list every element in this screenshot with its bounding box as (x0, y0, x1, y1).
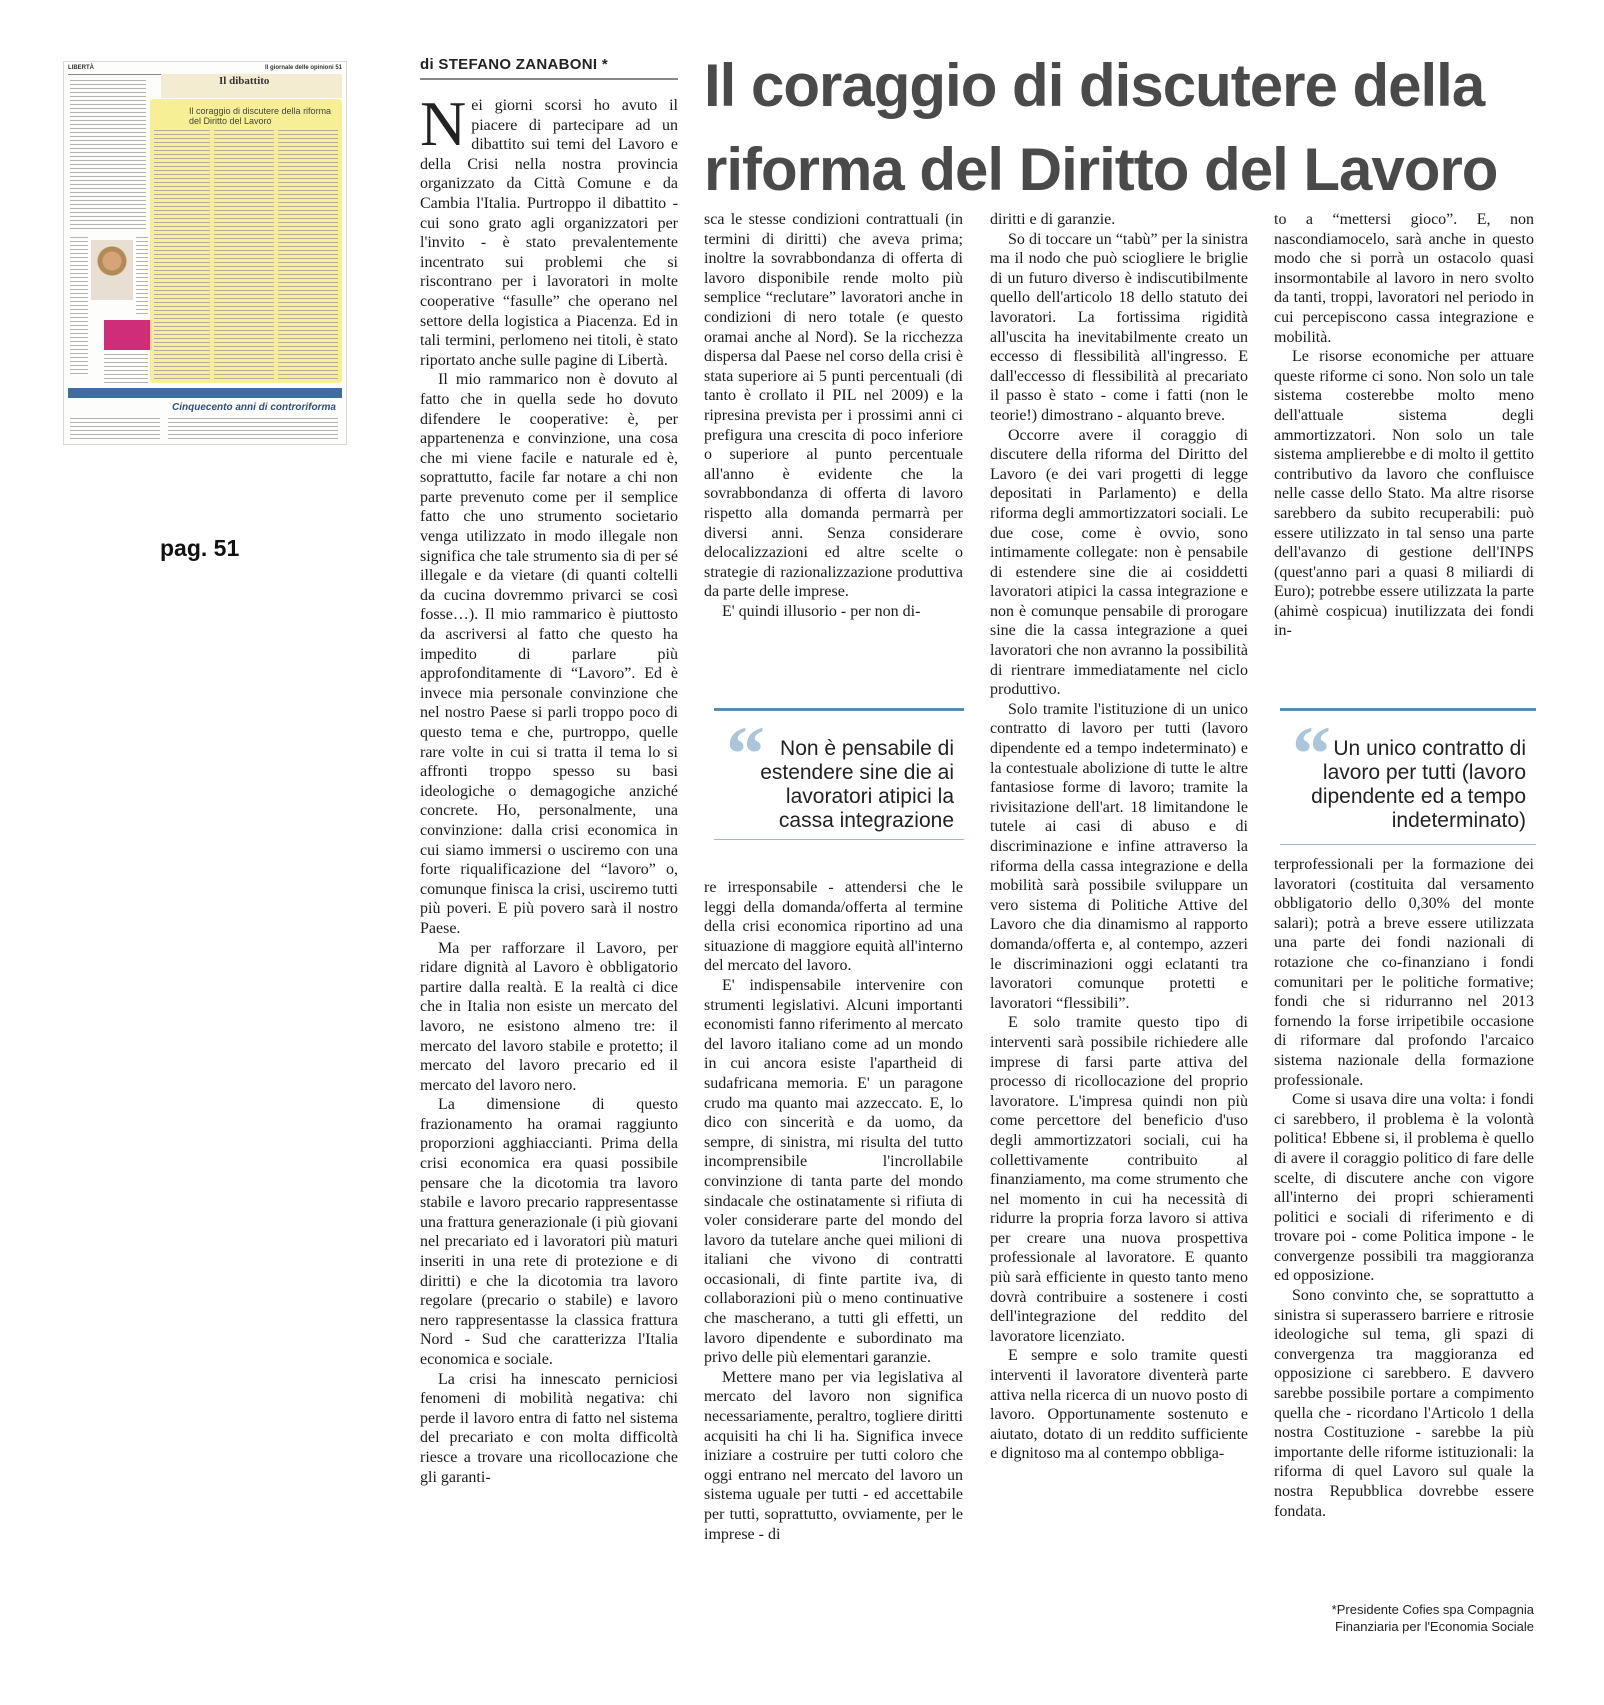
thumbnail-text-block (154, 130, 210, 380)
article-column-2-top (704, 210, 963, 621)
thumbnail-text-block (70, 80, 146, 230)
paragraph: re irresponsabile - attendersi che le leggi della domanda/offerta al termine della crisi economica riportino ad una situazione di maggiore equità all'interno del mercato del lavoro. (704, 879, 963, 975)
pull-quote-text: Non è pensabile di estendere sine die ai lavoratori atipici la cassa integrazione (760, 737, 954, 832)
article-column-4-top (1274, 210, 1534, 641)
paragraph: Occorre avere il coraggio di discutere della riforma del Diritto del Lavoro (e dei vari progetti di legge depositati in Parlamento) e della riforma degli ammortizzatori sociali. Le due cose, come è ovvio, sono intimamente collegate: non è pensabile di estendere sine die ai cosiddetti lavoratori atipici la cassa integrazione e non è comunque pensabile di prorogare sine die la cassa integrazione a quei lavoratori che non avranno la possibilità di rientrare immediatamente nel ciclo produttivo. (990, 426, 1248, 699)
pull-quote (1280, 708, 1536, 845)
article-column-1 (420, 88, 678, 1487)
paragraph: E solo tramite questo tipo di interventi sarà possibile richiedere alle imprese di farsi parte attiva del processo di ricollocazione del proprio lavoratore. L'impresa quindi non più come percettore del beneficio d'uso degli ammortizzatori sociali, cui ha collettivamente contribuito al finanziamento, ma come strumento che nel momento in cui ha necessità di ridurre la propria forza lavoro si attiva per creare una nuova prospettiva professionale al lavoratore. E quanto più sarà efficiente in questo tanto meno dovrà contribuire a sostenere i costi dell'integrazione del reddito del lavoratore licenziato. (990, 1014, 1248, 1345)
thumbnail-text-block (168, 418, 338, 442)
paragraph: E' quindi illusorio - per non di- (722, 602, 921, 620)
paragraph: Il mio rammarico non è dovuto al fatto che in quella sede ho dovuto difendere le cooperative: è, per appartenenza e convinzione, una cosa che mi viene facile e naturale ed è, soprattutto, facile far notare a chi non parte prevenuto come per il semplice fatto che uno strumento societario venga utilizzato in modo illegale non significa che tale strumento sia di per sé illegale e da vietare (di quanti coltelli da cucina dovremmo privarci se così fosse…). Il mio rammarico è piuttosto da ascriversi al fatto che questo ha impedito di parlare più approfonditamente di “Lavoro”. Ed è invece mia personale convinzione che nel nostro Paese si parli troppo poco di questo tema e che, purtroppo, quelle rare volte in cui si tratta il tema lo si affronti troppo spesso su basi ideologiche o demagogiche anziché concrete. Ho, personalmente, una convinzione: dalla crisi economica in cui siamo immersi o usciremo con una forte riqualificazione del “lavoro” o, comunque finisca la crisi, usciremo tutti più poveri. E più povero sarà il nostro Paese. (420, 371, 678, 937)
thumbnail-text-block (136, 237, 148, 317)
quote-mark-icon: “ (726, 710, 765, 797)
paragraph: Solo tramite l'istituzione di un unico contratto di lavoro per tutti (lavoro dipendente ed a tempo indeterminato) e la contestuale abolizione di tutte le altre fantasiose forme di lavoro; tramite la rivisitazione dell'art. 18 limitandone le tutele ai casi di abuso e di discriminazione e infine attraverso la riforma della cassa integrazione e della mobilità sarà possibile sviluppare un vero sistema di Politiche Attive del Lavoro che dia dinamismo al rapporto domanda/offerta e, al contempo, azzeri le discriminazioni oggi eclatanti tra lavoratori comunque protetti e lavoratori “flessibili”. (990, 700, 1248, 1012)
article-column-4-bottom (1274, 855, 1534, 1521)
paragraph: E' indispensabile intervenire con strumenti legislativi. Alcuni importanti economisti fanno riferimento al mercato del lavoro italiano come ad un mondo in cui ancora esiste l'apartheid di sudafricana memoria. E' un paragone crudo ma quanto mai azzeccato. E, lo dico con sincerità e da uomo, da sempre, di sinistra, mi risulta del tutto incomprensibile l'incrollabile convinzione di tanta parte del mondo sindacale che ostinatamente si rifiuta di voler considerare parte del mondo del lavoro da tutelare anche quei milioni di italiani che vivono di contratti occasionali, di finte partite iva, di collaborazioni più o meno continuative che mascherano, a tutti gli effetti, un lavoro dipendente e subordinato ma privo delle più elementari garanzie. (704, 976, 963, 1367)
paragraph: Le risorse economiche per attuare queste riforme ci sono. Non solo un tale sistema costerebbe molto meno dell'attuale sistema degli ammortizzatori. Non solo un tale sistema amplierebbe e di molto il gettito contributivo da lavoro che confluisce nelle casse dello Stato. Ma altre risorse sarebbero da subito recuperabili: può essere utilizzato in tal senso una parte dell'avanzo di gestione dell'INPS (quest'anno pari a quasi 8 miliardi di Euro); potrebbe essere utilizzata la parte (ahimè cospicua) inutilizzata dei fondi in- (1274, 348, 1534, 640)
thumbnail-section-bar (68, 388, 342, 398)
article-column-2-bottom (704, 878, 963, 1544)
quote-mark-icon: “ (1292, 710, 1331, 797)
paragraph: La dimensione di questo frazionamento ha oramai raggiunto proporzioni agghiaccianti. Prima della crisi economica era quasi possibile pensare che la dicotomia tra lavoro stabile e lavoro precario rappresentasse una frattura generazionale (i più giovani nel precariato ed i lavoratori più maturi inseriti in una rete di protezione e di diritti) e che la dicotomia tra lavoro regolare (precario o stabile) e lavoro nero rappresentasse la classica frattura Nord - Sud che caratterizza l'Italia economica e sociale. (420, 1096, 678, 1368)
thumbnail-second-title: Cinquecento anni di controriforma (172, 402, 336, 413)
paragraph: diritti e di garanzie. (990, 211, 1116, 228)
paragraph: to a “mettersi gioco”. E, non nascondiamocelo, sarà anche in questo modo che si porrà un ostacolo quasi insormontabile al lavoro in nero svolto da tanti, troppi, lavoratori nel periodo in cui percepiscono cassa integrazione e mobilità. (1274, 211, 1534, 346)
thumbnail-section-title: Il dibattito (219, 75, 270, 87)
thumbnail-text-block (104, 354, 148, 384)
paragraph: terprofessionali per la formazione dei lavoratori (costituita dal versamento obbligatorio dello 0,30% del monte salari); potrà a breve essere utilizzata una parte dei fondi nazionali di rotazione che co-finanziano i fondi comunitari per le politiche formative; fondi che si ridurranno nel 2013 fornendo la forse irripetibile occasione di riformare dal profondo l'arcaico sistema nazionale della formazione professionale. (1274, 856, 1534, 1089)
paragraph: Come si usava dire una volta: i fondi ci sarebbero, il problema è la volontà politica! Ebbene si, il problema è quello di avere il coraggio politico di fare delle scelte, di discutere anche con vigore all'interno dei propri schieramenti politici e sociali di riferimento e di trovare poi - come Politica impone - le convergenze possibili tra maggioranza ed opposizione. (1274, 1091, 1534, 1285)
paragraph: sca le stesse condizioni contrattuali (in termini di diritti) che aveva prima; inoltre la sovrabbondanza di offerta di lavoro disponibile rende molto più semplice “reclutare” lavoratori anche in condizioni di nero totale (e questo oramai anche al Nord). Se la ricchezza dispersa dal Paese nel corso della crisi è stata superiore ai 5 punti percentuali (di tanto è crollato il PIL nel 2009) e la ripresina prevista per i prossimi anni ci prefigura una crescita di poco inferiore o superiore al punto percentuale all'anno è evidente che la sovrabbondanza di offerta di lavoro rispetto alla domanda permarrà per diversi anni. Senza considerare delocalizzazioni ed altre scelte o strategie di razionalizzazione produttiva da parte delle imprese. (704, 211, 963, 601)
pull-quote-text: Un unico contratto di lavoro per tutti (lavoro dipendente ed a tempo indeterminato) (1311, 737, 1526, 832)
paragraph: Mettere mano per via legislativa al mercato del lavoro non significa necessariamente, peraltro, togliere diritti acquisiti ha chi li ha. Significa invece iniziare a costruire per tutti coloro che oggi entrano nel mercato del lavoro un sistema uguale per tutti - ed accettabile per tutti, soprattutto, ovviamente, per le imprese - di (704, 1368, 963, 1543)
thumbnail-article-title: Il coraggio di discutere della riforma del Diritto del Lavoro (189, 106, 332, 126)
paragraph: So di toccare un “tabù” per la sinistra ma il nodo che può sciogliere le briglie di un futuro diverso è indiscutibilmente quello dell'articolo 18 dello statuto dei lavoratori. La fortissima rigidità all'uscita ha inevitabilmente creato un eccesso di flessibilità all'ingresso. E dall'eccesso di flessibilità al precariato il passo è stato - come i fatti (non le teorie!) dimostrano - alquanto breve. (990, 230, 1248, 424)
page-number-label: pag. 51 (160, 535, 240, 561)
article-column-3 (990, 210, 1248, 1464)
byline-rule (420, 78, 678, 80)
thumbnail-text-block (70, 237, 88, 377)
paragraph: Sono convinto che, se soprattutto a sinistra si superassero barriere e ritrosie ideologiche sul tema, gli spazi di convergenza tra maggioranza ed opposizione ci sarebbero. E davvero sarebbe possibile portare a compimento quella che - ricordano l'Articolo 1 della nostra Costituzione - sarebbe la più importante delle riforme istituzionali: la riforma di quel Lavoro sul quale la nostra Repubblica dovrebbe essere fondata. (1274, 1287, 1534, 1520)
drop-cap: N (420, 88, 467, 159)
thumbnail-text-block (70, 418, 160, 442)
article-headline: Il coraggio di discutere della riforma del Diritto del Lavoro (704, 52, 1498, 203)
thumbnail-text-block (278, 130, 338, 380)
thumbnail-masthead-left: LIBERTÀ (68, 65, 94, 71)
paragraph: Nei giorni scorsi ho avuto il piacere di partecipare ad un dibattito sui temi del Lavoro e della Crisi nella nostra provincia organizzato da Città Comune e da Cambia l'Italia. Purtroppo il dibattito - cui sono grato agli organizzatori per l'invito - è stato prevalentemente incentrato sui problemi che si riscontrano per i lavoratori in molte cooperative “fasulle” che operano nel settore della logistica a Piacenza. Ed in tali termini, perlomeno nei titoli, è stato riportato anche sulle pagine di Libertà. (420, 88, 678, 369)
paragraph: La crisi ha innescato perniciosi fenomeni di mobilità negativa: chi perde il lavoro entra di fatto nel sistema del precariato e con molta difficoltà riesce a trovare una ricollocazione che gli garanti- (420, 1370, 678, 1486)
thumbnail-quote-box (104, 320, 152, 350)
paragraph: Ma per rafforzare il Lavoro, per ridare dignità al Lavoro è obbligatorio partire dalla realtà. E la realtà ci dice che in Italia non esiste un mercato del lavoro, ne esistono almeno tre: il mercato del lavoro stabile e protetto; il mercato del lavoro precario ed il mercato del lavoro nero. (420, 939, 678, 1094)
paragraph: E sempre e solo tramite questi interventi il lavoratore diventerà parte attiva nella ricerca di un nuovo posto di lavoro. Opportunamente sostenuto e aiutato, dotato di un reddito sufficiente e dignitoso ma al contempo obbliga- (990, 1347, 1248, 1463)
thumbnail-masthead-right: Il giornale delle opinioni 51 (264, 65, 342, 71)
byline: di STEFANO ZANABONI * (420, 56, 608, 73)
author-footnote: *Presidente Cofies spa Compagnia Finanziaria per l'Economia Sociale (1331, 1602, 1534, 1634)
thumbnail-text-block (214, 130, 274, 380)
pull-quote (714, 708, 964, 840)
thumbnail-photo (91, 240, 133, 300)
page-thumbnail (64, 62, 346, 444)
